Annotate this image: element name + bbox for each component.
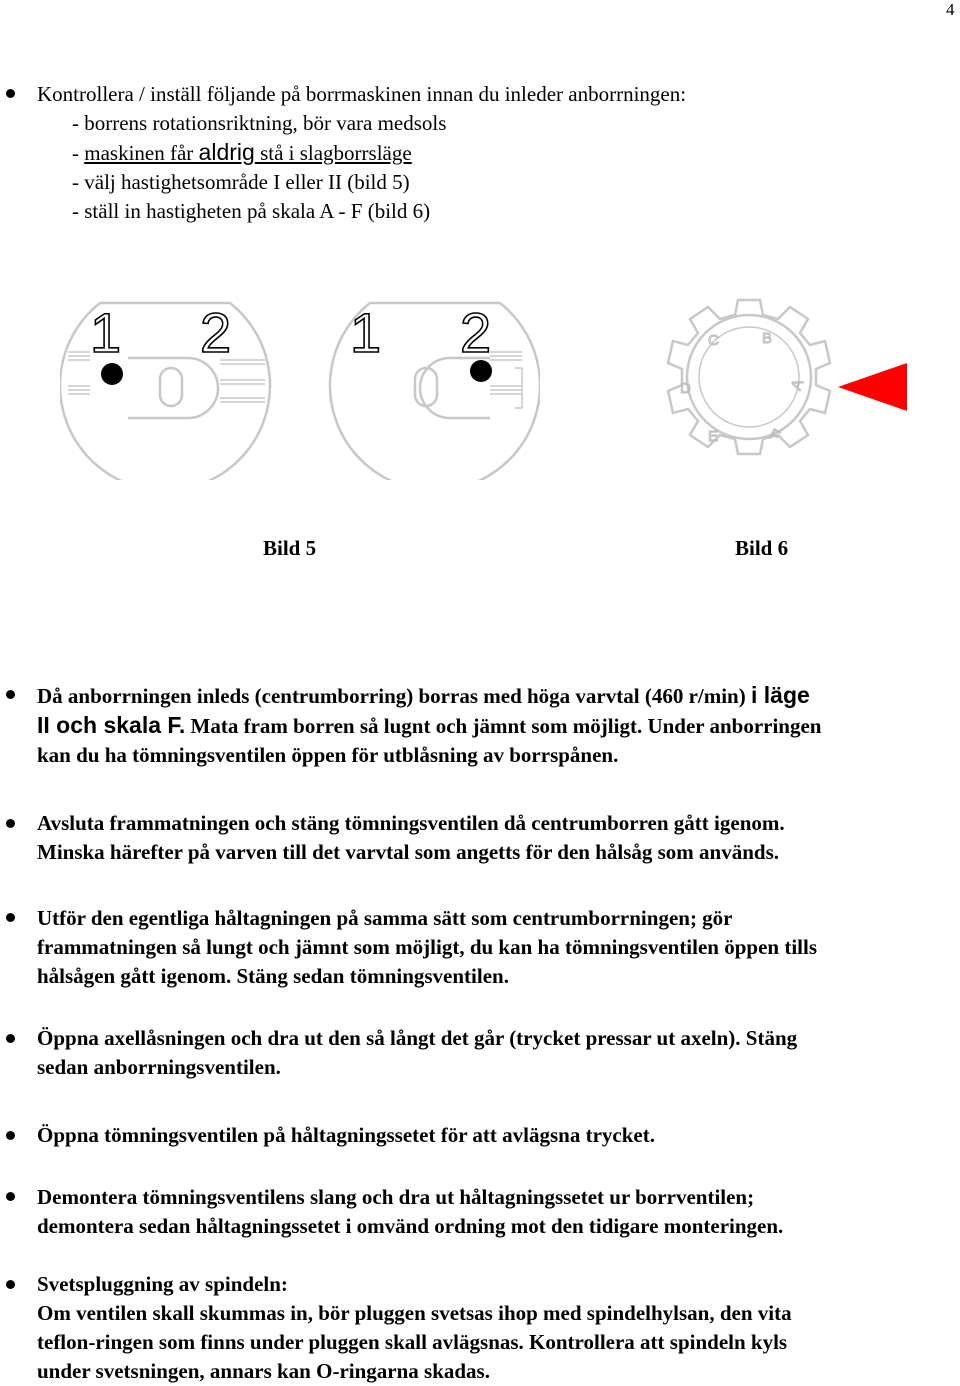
p7-line: under svetsningen, annars kan O-ringarna skadas. [37,1359,490,1383]
bullet [6,89,15,98]
dial-inner-ring [687,315,811,439]
hammer-emphasis: aldrig [198,139,255,165]
hammer-text-c: stå i slagborrsläge [254,141,412,165]
p1-text-a: Då anborrningen inleds (centrumborring) borras med höga varvtal (460 r/min) [37,684,751,708]
intro-item-hammer [72,138,686,168]
bullet [6,819,15,828]
p1-text-e: kan du ha tömningsventilen öppen för utblåsning av borrspånen. [37,743,619,767]
paragraph-svetspluggning [37,1270,792,1386]
p2-line: Minska härefter på varven till det varvtal som angetts för den hålsåg som används. [37,840,780,864]
caption-bild6: Bild 6 [735,536,789,560]
switch-label: 1 [350,301,382,364]
p7-line: teflon-ringen som finns under pluggen skall avlägsnas. Kontrollera att spindeln kyls [37,1330,788,1354]
bullet [6,1192,15,1201]
p1-text-b: i läge [750,682,810,708]
dial-gear-outline [668,300,830,454]
page-number: 4 [946,0,955,19]
dial-letter: D [680,380,691,397]
speed-switch-figure [60,290,540,480]
paragraph-demontera [37,1183,783,1241]
bullet [6,1034,15,1043]
p7-heading: Svetspluggning av spindeln: [37,1272,288,1296]
p1-text-d: Mata fram borren så lugnt och jämnt som möjligt. Under anborringen [185,714,822,738]
p4-line: sedan anborrningsventilen. [37,1055,281,1079]
p3-line: frammatningen så lungt och jämnt som möjligt, du kan ha tömningsventilen öppen tills [37,935,818,959]
paragraph-oppna-axel [37,1024,797,1082]
bullet [6,1131,15,1140]
speed-pointer-arrow [838,363,907,411]
switch-label: 1 [90,301,122,364]
p5-line: Öppna tömningsventilen på håltagningssetet för att avlägsna trycket. [37,1123,655,1147]
intro-item-speed-range: - välj hastighetsområde I eller II (bild 5) [72,170,410,194]
paragraph-centrumborring [37,681,822,770]
speed-dial-figure [650,295,915,480]
p3-line: Utför den egentliga håltagningen på samma sätt som centrumborrningen; gör [37,906,733,930]
p2-line: Avsluta frammatningen och stäng tömningsventilen då centrumborren gått igenom. [37,811,785,835]
switch-knob-left [160,368,182,406]
hammer-text-a: maskinen får [84,141,199,165]
paragraph-utfor [37,904,817,991]
p4-line: Öppna axellåsningen och dra ut den så långt det går (trycket pressar ut axeln). Stäng [37,1026,798,1050]
dial-letter: C [708,332,719,349]
hammer-prefix: - [72,141,85,165]
p7-line: Om ventilen skall skummas in, bör pluggen svetsas ihop med spindelhylsan, den vita [37,1301,792,1325]
bullet [6,690,15,699]
position-dot-left [101,363,123,385]
paragraph-oppna-tomning [37,1121,655,1150]
intro-block [37,80,686,226]
dial-letter: E [708,428,719,445]
intro-item-rotation: - borrens rotationsriktning, bör vara medsols [72,111,447,135]
intro-item-scale: - ställ in hastigheten på skala A - F (bild 6) [72,199,431,223]
intro-title: Kontrollera / inställ följande på borrmaskinen innan du inleder anborrningen: [37,82,687,106]
paragraph-avsluta [37,809,785,867]
bullet [6,913,15,922]
bullet [6,1280,15,1289]
dial-letter: F [766,425,783,446]
dial-letter: B [762,330,773,347]
switch-label: 2 [200,301,232,364]
switch-knob-right [415,368,437,406]
p1-text-c: II och skala F. [37,712,186,738]
intro-items [37,109,686,226]
p6-line: demontera sedan håltagningssetet i omvänd ordning mot den tidigare monteringen. [37,1214,784,1238]
p3-line: hålsågen gått igenom. Stäng sedan tömningsventilen. [37,964,509,988]
caption-bild5: Bild 5 [263,536,317,560]
dial-letter: A [787,377,808,393]
p6-line: Demontera tömningsventilens slang och dra ut håltagningssetet ur borrventilen; [37,1185,755,1209]
switch-label: 2 [460,301,492,364]
